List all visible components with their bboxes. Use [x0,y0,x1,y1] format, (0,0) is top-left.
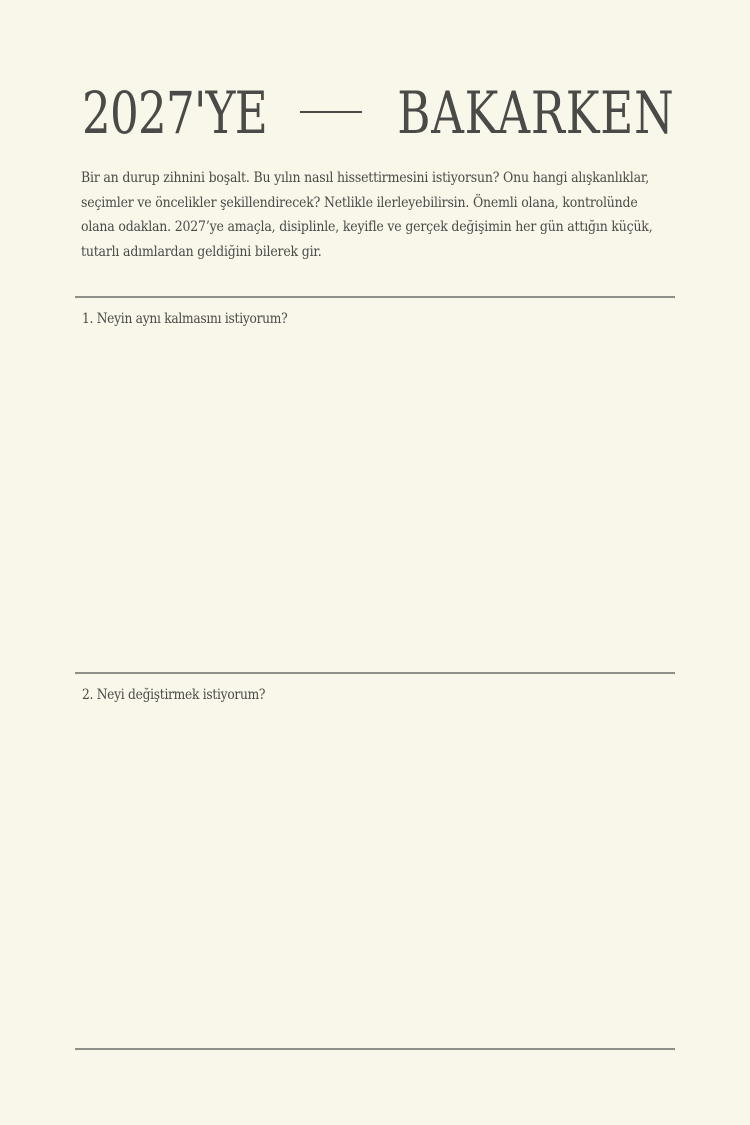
question-2-label: 2. Neyi değiştirmek istiyorum? [82,687,266,703]
intro-paragraph: Bir an durup zihnini boşalt. Bu yılın nasıl hissettirmesini istiyorsun? Onu hangi alışkanlıklar, seçimler ve öncelikler şekillendirecek? Netlikle ilerleyebilirsin. Önemli olana, kontrolünde olana odaklan. 2027’ye amaçla, disiplinle, keyifle ve gerçek değişimin her gün attığın küçük, tutarlı adımlardan geldiğini bilerek gir. [81,170,653,260]
section-divider-1 [75,296,675,298]
title-year: 2027'YE [82,79,268,147]
answer-area-1[interactable] [75,336,675,666]
title-word: BAKARKEN [397,79,675,147]
title-dash-divider [300,111,362,113]
section-divider-3 [75,1048,675,1050]
answer-area-2[interactable] [75,712,675,1042]
page-title [82,78,675,148]
section-divider-2 [75,672,675,674]
question-1-label: 1. Neyin aynı kalmasını istiyorum? [82,311,288,327]
